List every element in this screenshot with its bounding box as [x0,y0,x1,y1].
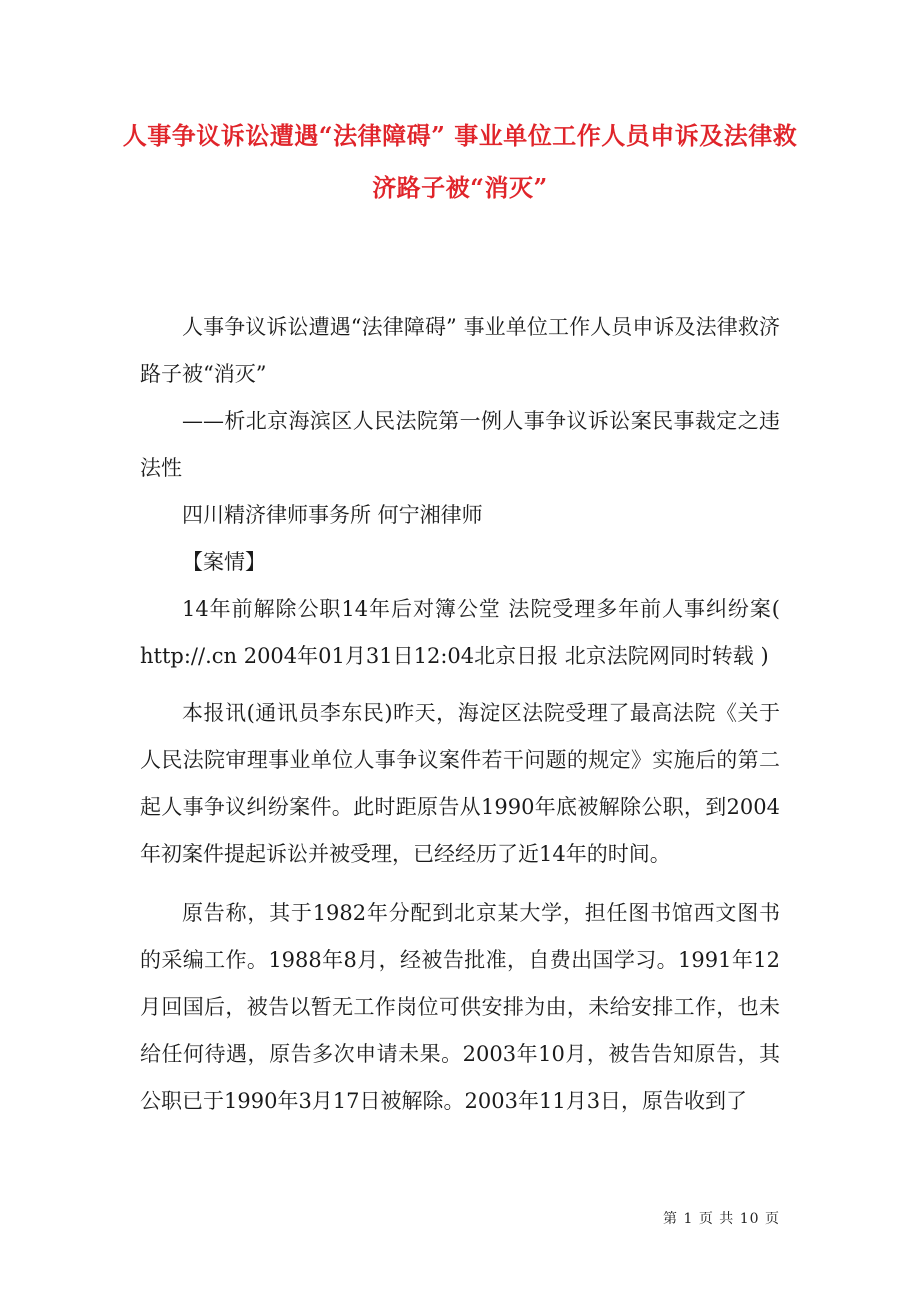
paragraph-subtitle: ——析北京海滨区人民法院第一例人事争议诉讼案民事裁定之违法性 [140,409,780,480]
document-title: 人事争议诉讼遭遇“法律障碍” 事业单位工作人员申诉及法律救济路子被“消灭” [122,121,798,202]
paragraph-title-repeat: 人事争议诉讼遭遇“法律障碍” 事业单位工作人员申诉及法律救济路子被“消灭” [140,315,780,386]
paragraph-case-heading: 【案情】 [182,550,266,574]
paragraph-news-body: 本报讯(通讯员李东民)昨天，海淀区法院受理了最高法院《关于人民法院审理事业单位人事争议案件若干问题的规定》实施后的第二起人事争议纠纷案件。此时距原告从1990年底被解除公职，到2004年初案件提起诉讼并被受理，已经经历了近14年的时间。 [140,701,780,866]
paragraph-author: 四川精济律师事务所 何宁湘律师 [182,503,483,527]
page-number: 第 1 页 共 10 页 [663,1211,780,1227]
paragraph-news-headline: 14年前解除公职14年后对簿公堂 法院受理多年前人事纠纷案( http://.cn 2004年01月31日12:04北京日报 北京法院网同时转载 ) [140,597,780,668]
paragraph-plaintiff-claim: 原告称，其于1982年分配到北京某大学，担任图书馆西文图书的采编工作。1988年8月，经被告批准，自费出国学习。1991年12月回国后，被告以暂无工作岗位可供安排为由，未给安排工作，也未给任何待遇，原告多次申请未果。2003年10月，被告告知原告，其公职已于1990年3月17日被解除。2003年11月3日，原告收到了 [140,901,780,1113]
document-body [140,304,780,1125]
